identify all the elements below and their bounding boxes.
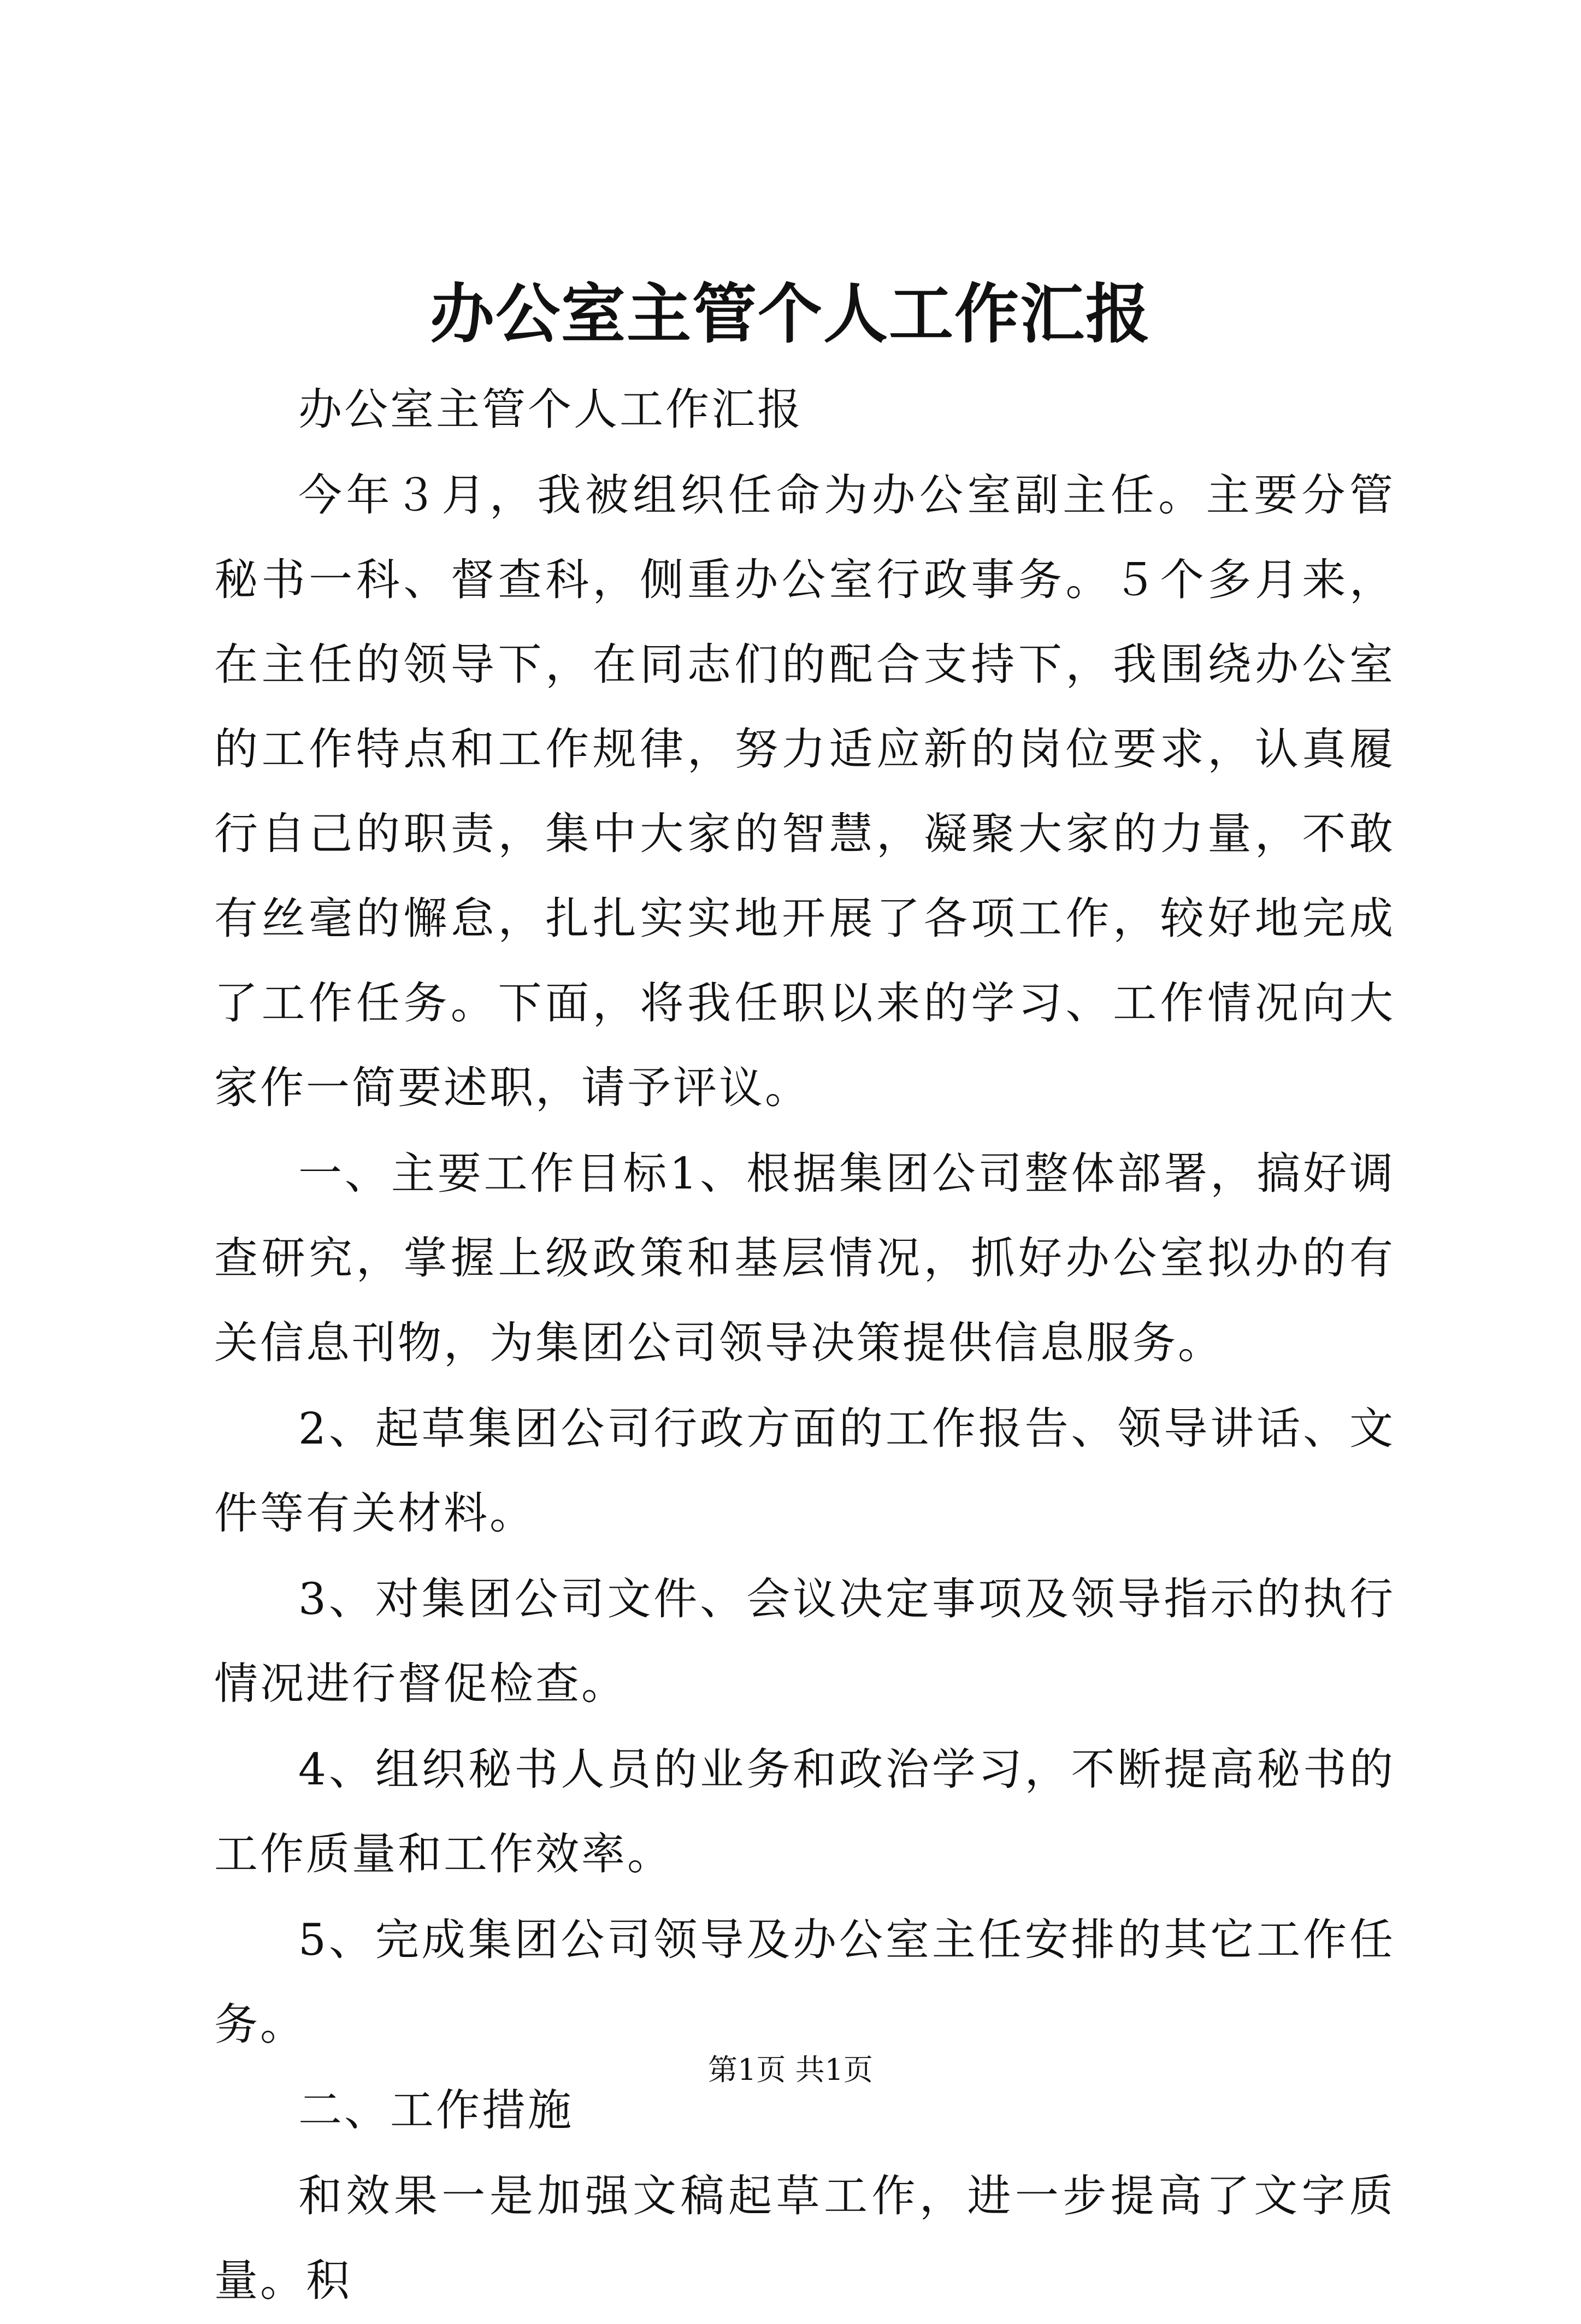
paragraph-goals-5: 5、完成集团公司领导及办公室主任安排的其它工作任务。 (214, 1914, 1395, 2050)
section-heading-measures: 二、工作措施 (298, 2085, 574, 2136)
paragraph-goals-3: 3、对集团公司文件、会议决定事项及领导指示的执行情况进行督促检查。 (214, 1574, 1395, 1709)
paragraph-goals-2: 2、起草集团公司行政方面的工作报告、领导讲话、文件等有关材料。 (214, 1403, 1395, 1539)
page-number-label: 第1页 共1页 (708, 2053, 873, 2087)
paragraph-intro: 今年３月，我被组织任命为办公室副主任。主要分管秘书一科、督查科，侧重办公室行政事务。５个多月来，在主任的领导下，在同志们的配合支持下，我围绕办公室的工作特点和工作规律，努力适应新的岗位要求，认真履行自己的职责，集中大家的智慧，凝聚大家的力量，不敢有丝毫的懈怠，扎扎实实地开展了各项工作，较好地完成了工作任务。下面，将我任职以来的学习、工作情况向大家作一简要述职，请予评议。 (214, 470, 1395, 1113)
paragraph-subtitle: 办公室主管个人工作汇报 (298, 384, 803, 435)
page-footer (0, 2051, 1581, 2089)
document-title: 办公室主管个人工作汇报 (429, 276, 1151, 352)
paragraph-measures: 和效果一是加强文稿起草工作，进一步提高了文字质量。积 (214, 2171, 1395, 2306)
document-body (214, 367, 1395, 2324)
paragraph-goals-1: 一、主要工作目标1、根据集团公司整体部署，搞好调查研究，掌握上级政策和基层情况，抓好办公室拟办的有关信息刊物，为集团公司领导决策提供信息服务。 (214, 1148, 1395, 1368)
paragraph-goals-4: 4、组织秘书人员的业务和政治学习，不断提高秘书的工作质量和工作效率。 (214, 1744, 1395, 1879)
